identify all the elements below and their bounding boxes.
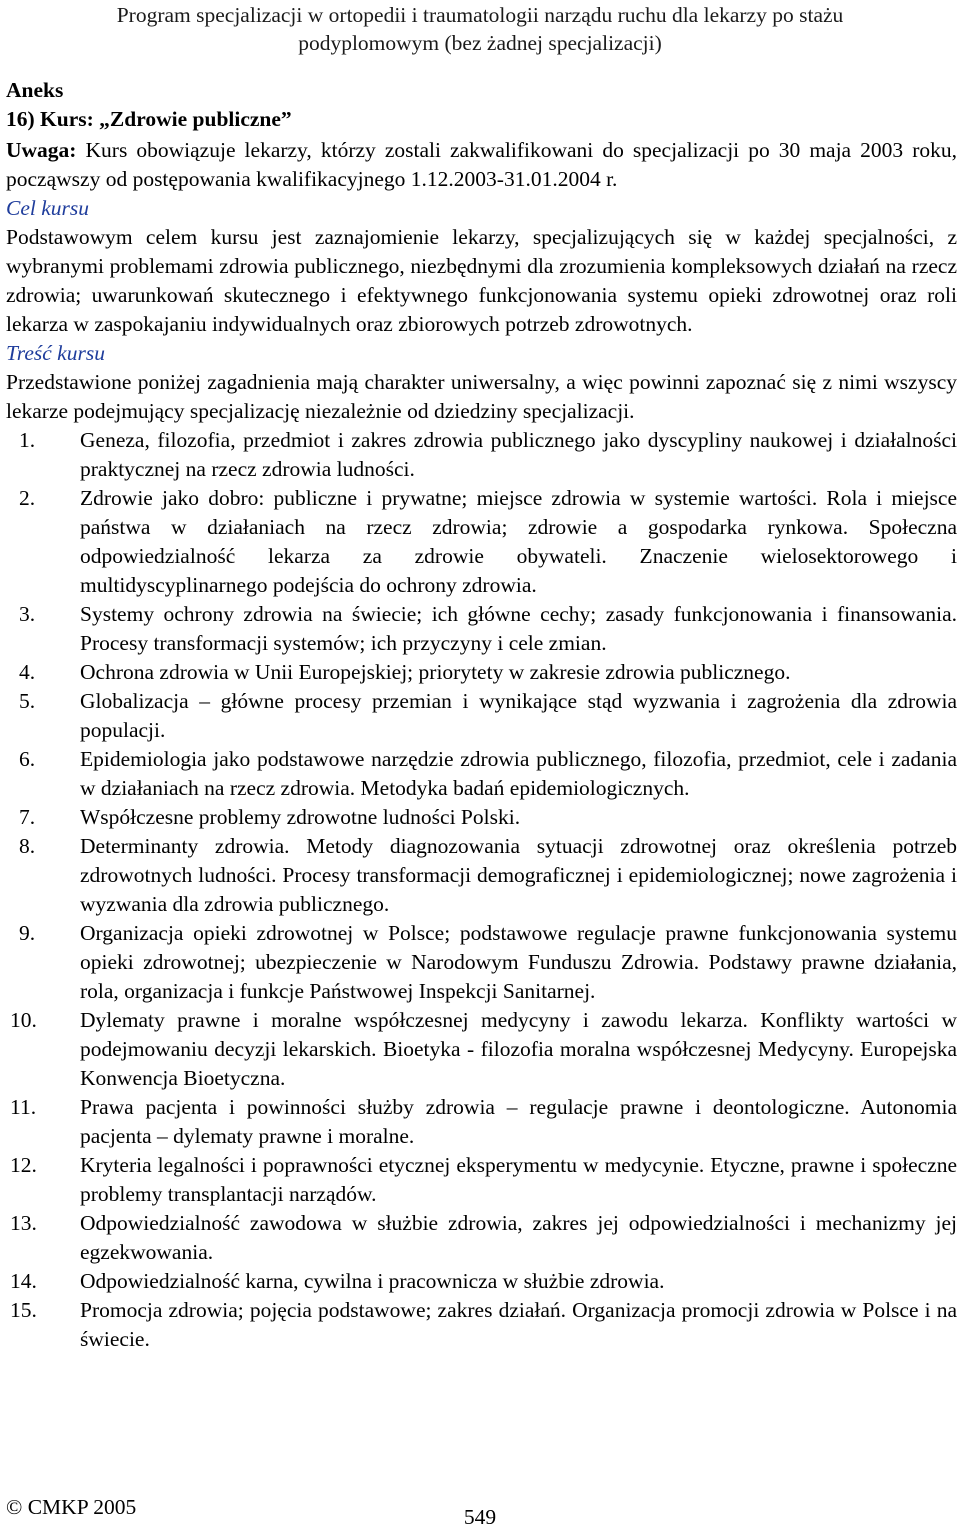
topic-text: Współczesne problemy zdrowotne ludności Polski. (80, 805, 521, 829)
topic-number: 14. (10, 1269, 37, 1293)
topic-text: Systemy ochrony zdrowia na świecie; ich główne cechy; zasady funkcjonowania i finansowania. Procesy transformacji systemów; ich przyczyny i cele zmian. (80, 602, 957, 655)
topic-number: 9. (19, 921, 36, 945)
topic-item (6, 803, 957, 832)
running-header-line-2: podyplomowym (bez żadnej specjalizacji) (298, 31, 662, 55)
topic-item (6, 687, 957, 745)
goal-text: Podstawowym celem kursu jest zaznajomienie lekarzy, specjalizujących się w każdej specjalności, z wybranymi problemami zdrowia publicznego, niezbędnymi dla zrozumienia kompleksowych działań na rzecz zdrowia; uwarunkowań skutecznego i efektywnego funkcjonowania systemu opieki zdrowotnej oraz roli lekarza w zaspokajaniu indywidualnych oraz zbiorowych potrzeb zdrowotnych. (6, 225, 957, 336)
note-label: Uwaga: (6, 138, 77, 162)
topic-item (6, 745, 957, 803)
topic-text: Prawa pacjenta i powinności służby zdrowia – regulacje prawne i deontologiczne. Autonomia pacjenta – dylematy prawne i moralne. (80, 1095, 957, 1148)
topic-text: Determinanty zdrowia. Metody diagnozowania sytuacji zdrowotnej oraz określenia potrzeb zdrowotnych ludności. Procesy transformacji demograficznej i epidemiologicznej; nowe zagrożenia i wyzwania dla zdrowia publicznego. (80, 834, 957, 916)
topic-number: 4. (19, 660, 36, 684)
running-header-line-1: Program specjalizacji w ortopedii i traumatologii narządu ruchu dla lekarzy po stażu (116, 3, 844, 27)
topic-item (6, 484, 957, 600)
topic-item (6, 919, 957, 1006)
topic-text: Kryteria legalności i poprawności etycznej eksperymentu w medycynie. Etyczne, prawne i społeczne problemy transplantacji narządów. (80, 1153, 957, 1206)
topic-text: Globalizacja – główne procesy przemian i wynikające stąd wyzwania i zagrożenia dla zdrowia populacji. (80, 689, 957, 742)
topic-number: 6. (19, 747, 36, 771)
topic-item (6, 600, 957, 658)
topic-item (6, 1267, 957, 1296)
topic-text: Odpowiedzialność zawodowa w służbie zdrowia, zakres jej odpowiedzialności i mechanizmy jej egzekwowania. (80, 1211, 957, 1264)
footer-copyright: © CMKP 2005 (6, 1495, 137, 1519)
note-text: Kurs obowiązuje lekarzy, którzy zostali zakwalifikowani do specjalizacji po 30 maja 2003 roku, począwszy od postępowania kwalifikacyjnego 1.12.2003-31.01.2004 r. (6, 138, 957, 191)
topic-number: 15. (10, 1298, 37, 1322)
goal-section-title: Cel kursu (6, 196, 90, 220)
topic-text: Dylematy prawne i moralne współczesnej medycyny i zawodu lekarza. Konflikty wartości w podejmowaniu decyzji lekarskich. Bioetyka - filozofia moralna współczesnej Medycyny. Europejska Konwencja Bioetyczna. (80, 1008, 957, 1090)
topic-text: Organizacja opieki zdrowotnej w Polsce; podstawowe regulacje prawne funkcjonowania systemu opieki zdrowotnej; ubezpieczenie w Narodowym Funduszu Zdrowia. Podstawy prawne działania, rola, organizacja i funkcje Państwowej Inspekcji Sanitarnej. (80, 921, 957, 1003)
content-section-title: Treść kursu (6, 341, 105, 365)
topic-number: 5. (19, 689, 36, 713)
topic-text: Geneza, filozofia, przedmiot i zakres zdrowia publicznego jako dyscypliny naukowej i działalności praktycznej na rzecz zdrowia ludności. (80, 428, 957, 481)
topic-number: 2. (19, 486, 36, 510)
topic-item (6, 1296, 957, 1354)
topic-number: 11. (10, 1095, 37, 1119)
topic-item (6, 1006, 957, 1093)
topic-item (6, 832, 957, 919)
topic-item (6, 1093, 957, 1151)
topic-text: Ochrona zdrowia w Unii Europejskiej; priorytety w zakresie zdrowia publicznego. (80, 660, 791, 684)
topic-item (6, 658, 957, 687)
running-header (0, 1, 960, 57)
topic-list (6, 426, 957, 1354)
topic-text: Promocja zdrowia; pojęcia podstawowe; zakres działań. Organizacja promocji zdrowia w Polsce i na świecie. (80, 1298, 957, 1351)
page-number: 549 (463, 1505, 497, 1529)
topic-number: 8. (19, 834, 36, 858)
topic-item (6, 1209, 957, 1267)
course-note (6, 136, 957, 194)
topic-text: Epidemiologia jako podstawowe narzędzie zdrowia publicznego, filozofia, przedmiot, cele i zadania w działaniach na rzecz zdrowia. Metodyka badań epidemiologicznych. (80, 747, 957, 800)
topic-text: Odpowiedzialność karna, cywilna i pracownicza w służbie zdrowia. (80, 1269, 665, 1293)
course-title: 16) Kurs: „Zdrowie publiczne” (6, 107, 292, 131)
topic-number: 1. (19, 428, 36, 452)
topic-item (6, 1151, 957, 1209)
topic-number: 12. (10, 1153, 37, 1177)
document-body (6, 76, 957, 1354)
topic-text: Zdrowie jako dobro: publiczne i prywatne; miejsce zdrowia w systemie wartości. Rola i miejsce państwa w działaniach na rzecz zdrowia; zdrowie a gospodarka rynkowa. Społeczna odpowiedzialność lekarza za zdrowie obywateli. Znaczenie wielosektorowego i multidyscyplinarnego podejścia do ochrony zdrowia. (80, 486, 957, 597)
topic-number: 10. (10, 1008, 37, 1032)
annex-heading: Aneks (6, 78, 64, 102)
topic-number: 3. (19, 602, 36, 626)
topic-number: 13. (10, 1211, 37, 1235)
topic-item (6, 426, 957, 484)
content-intro: Przedstawione poniżej zagadnienia mają charakter uniwersalny, a więc powinni zapoznać się z nimi wszyscy lekarze podejmujący specjalizację niezależnie od dziedziny specjalizacji. (6, 370, 957, 423)
topic-number: 7. (19, 805, 36, 829)
